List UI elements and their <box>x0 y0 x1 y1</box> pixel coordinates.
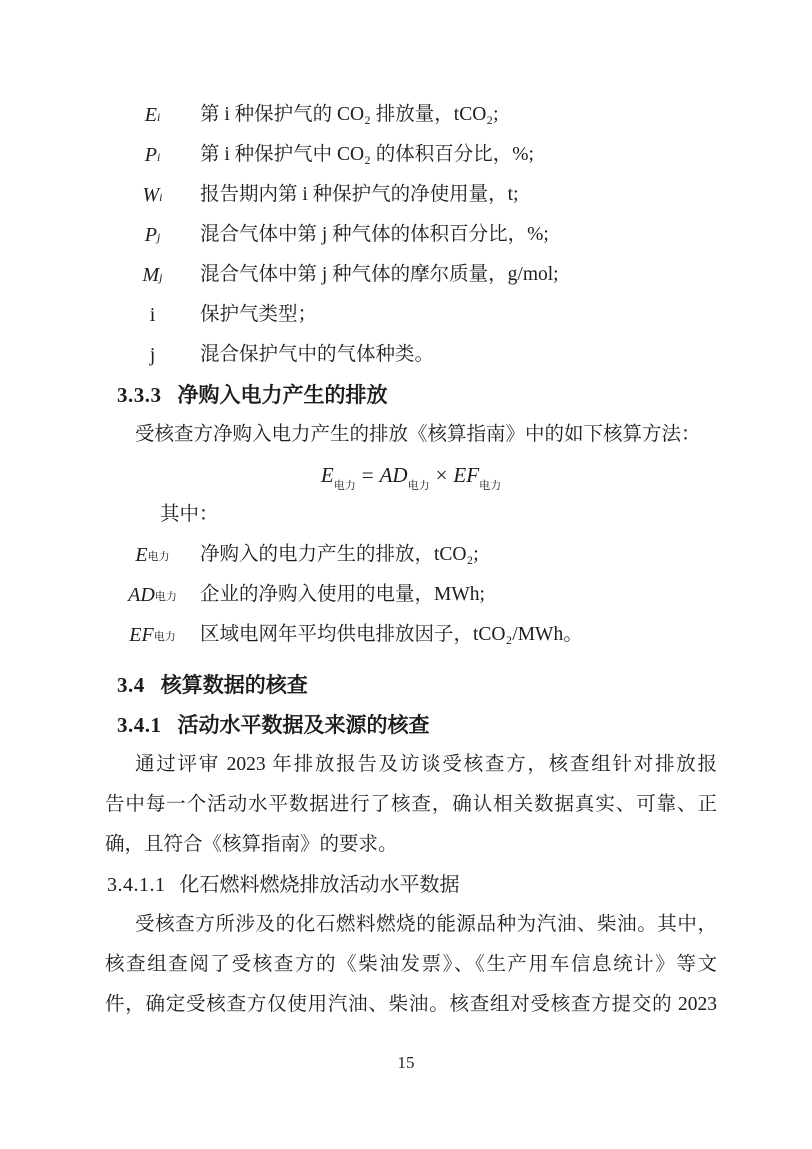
formula-electricity-emissions: $E_{电力} = AD_{电力} \times EF_{电力}$ <box>320 463 502 493</box>
heading-number: 3.3.3 <box>117 383 162 407</box>
definition-desc: 保护气类型； <box>200 304 318 325</box>
paragraph-line: 受核查方所涉及的化石燃料燃烧的能源品种为汽油、柴油。其中， <box>135 914 717 935</box>
among-label: 其中： <box>160 504 219 525</box>
paragraph-line: 确，且符合《核算指南》的要求。 <box>105 834 398 855</box>
symbol-E-dianli: E 电力 <box>135 543 170 566</box>
heading-3-4-1 <box>117 705 717 745</box>
paragraph-line: 件，确定受核查方仅使用汽油、柴油。核查组对受核查方提交的 2023 <box>105 994 717 1015</box>
paragraph-3-3-3: 受核查方净购入电力产生的排放《核算指南》中的如下核算方法： <box>135 424 701 445</box>
definition-row <box>105 575 717 615</box>
definition-desc: 混合气体中第 j 种气体的摩尔质量，g/mol; <box>200 264 559 285</box>
symbol-Ei: E i <box>144 103 161 126</box>
heading-title: 核算数据的核查 <box>160 673 308 697</box>
heading-title: 净购入电力产生的排放 <box>177 383 388 407</box>
heading-number: 3.4.1.1 <box>107 874 166 896</box>
definition-row <box>105 175 717 215</box>
definition-row <box>105 215 717 255</box>
definition-row <box>105 535 717 575</box>
definition-row <box>105 95 717 135</box>
symbol-i: i <box>149 303 156 326</box>
page-content <box>105 95 717 1025</box>
definition-desc: 第 i 种保护气的 CO₂ 排放量，tCO₂; <box>200 104 499 125</box>
equals-sign: = <box>361 463 374 487</box>
formula-rhs1: AD <box>379 463 408 487</box>
formula-lhs: E <box>320 463 334 487</box>
definition-desc: 区域电网年平均供电排放因子，tCO₂/MWh。 <box>200 624 583 645</box>
definition-desc: 企业的净购入使用的电量，MWh; <box>200 584 485 605</box>
paragraph-line: 核查组查阅了受核查方的《柴油发票》、《生产用车信息统计》等文 <box>105 954 717 975</box>
heading-3-4-1-1 <box>107 865 717 905</box>
formula-rhs2: EF <box>453 463 480 487</box>
symbol-Pj: P j <box>144 223 161 246</box>
definition-desc: 第 i 种保护气中 CO₂ 的体积百分比，%; <box>200 144 534 165</box>
paragraph-line: 通过评审 2023 年排放报告及访谈受核查方，核查组针对排放报 <box>135 754 717 775</box>
paragraph-line: 告中每一个活动水平数据进行了核查，确认相关数据真实、可靠、正 <box>105 794 717 815</box>
definition-row <box>105 335 717 375</box>
heading-number: 3.4 <box>117 673 145 697</box>
definition-row <box>105 615 717 655</box>
symbol-Mj: M j <box>142 263 163 286</box>
heading-3-3-3 <box>117 375 717 415</box>
page-number: 15 <box>397 1053 415 1072</box>
definition-row <box>105 135 717 175</box>
heading-title: 化石燃料燃烧排放活动水平数据 <box>179 874 460 896</box>
definition-desc: 混合气体中第 j 种气体的体积百分比，%; <box>200 224 549 245</box>
symbol-j: j <box>149 343 156 366</box>
definition-desc: 混合保护气中的气体种类。 <box>200 344 435 365</box>
heading-3-4 <box>117 665 717 705</box>
definition-desc: 报告期内第 i 种保护气的净使用量，t; <box>200 184 519 205</box>
symbol-Pi: P i <box>144 143 161 166</box>
definition-desc: 净购入的电力产生的排放，tCO₂; <box>200 544 479 565</box>
symbol-AD-dianli: AD 电力 <box>128 583 177 606</box>
heading-title: 活动水平数据及来源的核查 <box>177 713 430 737</box>
times-sign: × <box>435 463 448 487</box>
definition-row <box>105 255 717 295</box>
symbol-Wi: W i <box>142 183 163 206</box>
symbol-EF-dianli: EF 电力 <box>129 623 176 646</box>
heading-number: 3.4.1 <box>117 713 162 737</box>
definition-row <box>105 295 717 335</box>
